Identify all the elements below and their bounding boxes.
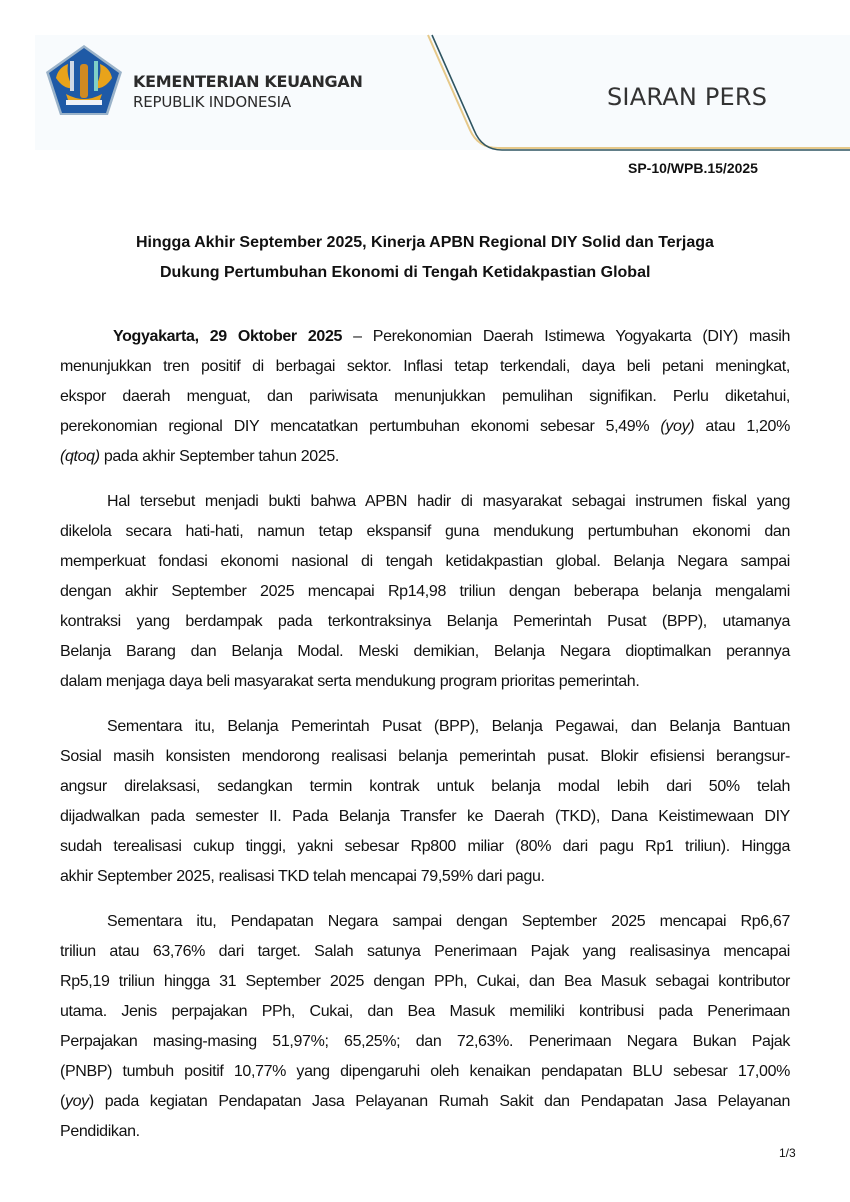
paragraph-line: angsur direlaksasi, sedangkan termin kontrak untuk belanja modal lebih dari 50% telah	[60, 778, 790, 795]
paragraph-text: pada akhir September tahun 2025.	[103, 448, 340, 465]
paragraph-line: dengan akhir September 2025 mencapai Rp14,98 triliun dengan beberapa belanja mengalami	[60, 583, 790, 600]
paragraph-line: Sosial masih konsisten mendorong realisasi belanja pemerintah pusat. Blokir efisiensi berangsur-	[60, 748, 790, 765]
paragraph-line: sudah terealisasi cukup tinggi, yakni sebesar Rp800 miliar (80% dari pagu Rp1 triliun). Hingga	[60, 838, 790, 855]
paragraph-line: Rp5,19 triliun hingga 31 September 2025 dengan PPh, Cukai, dan Bea Masuk sebagai kontributor	[60, 973, 790, 990]
paragraph-text: (	[60, 1093, 65, 1110]
paragraph-line: triliun atau 63,76% dari target. Salah satunya Penerimaan Pajak yang realisasinya mencapai	[60, 943, 790, 960]
paragraph-2	[60, 487, 790, 697]
paragraph-4	[60, 907, 790, 1147]
document-type-label: SIARAN PERS	[607, 83, 768, 111]
org-name-line2: REPUBLIK INDONESIA	[133, 93, 291, 111]
dateline: Yogyakarta, 29 Oktober 2025	[113, 328, 343, 345]
paragraph-line: (PNBP) tumbuh positif 10,77% yang dipengaruhi oleh kenaikan pendapatan BLU sebesar 17,00%	[60, 1063, 790, 1080]
press-release-title-line2: Dukung Pertumbuhan Ekonomi di Tengah Ketidakpastian Global	[160, 264, 651, 281]
paragraph-line	[60, 322, 790, 352]
paragraph-line	[60, 412, 790, 442]
paragraph-1	[60, 322, 790, 472]
paragraph-line: dijadwalkan pada semester II. Pada Belanja Transfer ke Daerah (TKD), Dana Keistimewaan DIY	[60, 808, 790, 825]
italic-term: (qtoq)	[60, 448, 100, 465]
press-release-title-line1: Hingga Akhir September 2025, Kinerja APBN Regional DIY Solid dan Terjaga	[136, 234, 714, 251]
page-number: 1/3	[779, 1146, 796, 1160]
paragraph-line: Sementara itu, Pendapatan Negara sampai dengan September 2025 mencapai Rp6,67	[107, 913, 790, 930]
paragraph-line: kontraksi yang berdampak pada terkontraksinya Belanja Pemerintah Pusat (BPP), utamanya	[60, 613, 790, 630]
paragraph-line: Pendidikan.	[60, 1123, 140, 1140]
paragraph-line	[60, 442, 790, 472]
paragraph-line: akhir September 2025, realisasi TKD telah mencapai 79,59% dari pagu.	[60, 868, 545, 885]
paragraph-line: Belanja Barang dan Belanja Modal. Meski demikian, Belanja Negara dioptimalkan perannya	[60, 643, 790, 660]
paragraph-text: – Perekonomian Daerah Istimewa Yogyakarta (DIY) masih	[353, 328, 790, 345]
paragraph-text: ) pada kegiatan Pendapatan Jasa Pelayanan Rumah Sakit dan Pendapatan Jasa Pelayanan	[88, 1093, 790, 1110]
paragraph-text: atau 1,20%	[705, 418, 790, 435]
italic-term: yoy	[64, 1093, 89, 1110]
organization-name	[133, 72, 363, 112]
paragraph-line: Perpajakan masing-masing 51,97%; 65,25%; dan 72,63%. Penerimaan Negara Bukan Pajak	[60, 1033, 790, 1050]
paragraph-line: ekspor daerah menguat, dan pariwisata menunjukkan pemulihan signifikan. Perlu diketahui,	[60, 388, 790, 405]
paragraph-line: dikelola secara hati-hati, namun tetap ekspansif guna mendukung pertumbuhan ekonomi dan	[60, 523, 790, 540]
document-number: SP-10/WPB.15/2025	[628, 160, 758, 176]
paragraph-line: dalam menjaga daya beli masyarakat serta mendukung program prioritas pemerintah.	[60, 673, 640, 690]
paragraph-3	[60, 712, 790, 892]
paragraph-line: memperkuat fondasi ekonomi nasional di tengah ketidakpastian global. Belanja Negara sampai	[60, 553, 790, 570]
paragraph-line: Sementara itu, Belanja Pemerintah Pusat (BPP), Belanja Pegawai, dan Belanja Bantuan	[107, 718, 790, 735]
paragraph-line	[60, 1087, 790, 1117]
paragraph-line: menunjukkan tren positif di berbagai sektor. Inflasi tetap terkendali, daya beli petani meningkat,	[60, 358, 790, 375]
paragraph-text: perekonomian regional DIY mencatatkan pertumbuhan ekonomi sebesar 5,49%	[60, 418, 650, 435]
paragraph-line: utama. Jenis perpajakan PPh, Cukai, dan Bea Masuk memiliki kontribusi pada Penerimaan	[60, 1003, 790, 1020]
italic-term: (yoy)	[660, 418, 695, 435]
header-divider-curve	[0, 0, 850, 160]
org-name-line1: KEMENTERIAN KEUANGAN	[133, 72, 363, 91]
kemenkeu-emblem-icon	[44, 44, 124, 116]
paragraph-line: Hal tersebut menjadi bukti bahwa APBN hadir di masyarakat sebagai instrumen fiskal yang	[107, 493, 790, 510]
